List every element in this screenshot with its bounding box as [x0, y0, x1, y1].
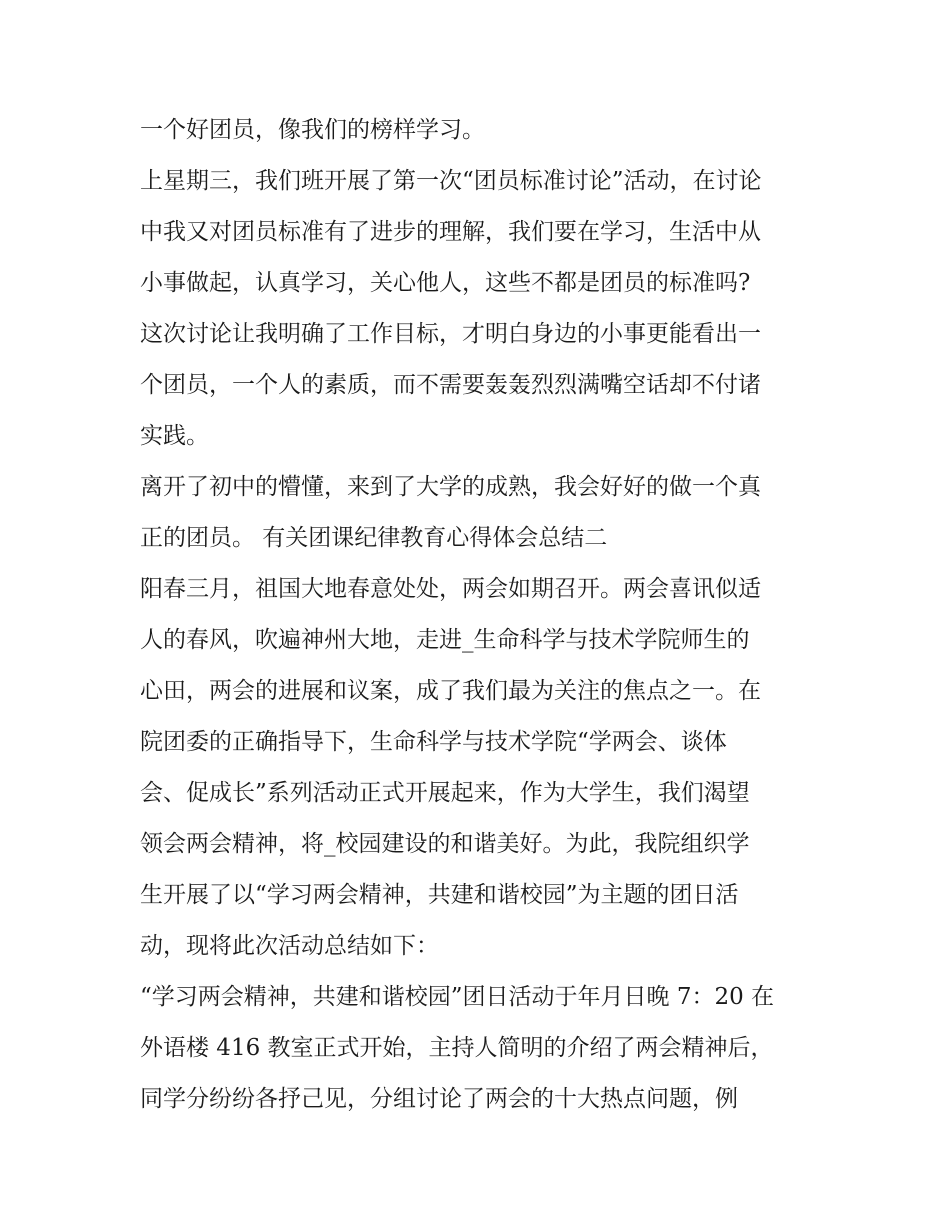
text-line: 阳春三月，祖国大地春意处处，两会如期召开。两会喜讯似适 — [140, 576, 761, 602]
text-line: 心田，两会的进展和议案，成了我们最为关注的焦点之一。在 — [140, 678, 761, 704]
text-line: 外语楼 416 教室正式开始，主持人简明的介绍了两会精神后， — [140, 1035, 774, 1061]
text-line: 一个好团员，像我们的榜样学习。 — [140, 117, 485, 143]
document-body — [140, 105, 820, 1125]
text-line: 领会两会精神，将_校园建设的和谐美好。为此，我院组织学 — [140, 831, 750, 857]
text-line: 院团委的正确指导下，生命科学与技术学院“学两会、谈体 — [140, 729, 727, 755]
text-line: 个团员，一个人的素质，而不需要轰轰烈烈满嘴空话却不付诸 — [140, 372, 761, 398]
text-line: 同学分纷纷各抒己见，分组讨论了两会的十大热点问题，例 — [140, 1086, 738, 1112]
text-line: 中我又对团员标准有了进步的理解，我们要在学习，生活中从 — [140, 219, 761, 245]
text-line: “学习两会精神，共建和谐校园”团日活动于年月日晚 7：20 在 — [140, 984, 775, 1010]
text-line: 生开展了以“学习两会精神，共建和谐校园”为主题的团日活 — [140, 882, 739, 908]
text-line: 实践。 — [140, 423, 209, 449]
text-line: 会、促成长”系列活动正式开展起来，作为大学生，我们渴望 — [140, 780, 750, 806]
text-line: 正的团员。 有关团课纪律教育心得体会总结二 — [140, 525, 608, 551]
text-line: 人的春风，吹遍神州大地，走进_生命科学与技术学院师生的 — [140, 627, 750, 653]
text-line: 小事做起，认真学习，关心他人，这些不都是团员的标准吗? — [140, 270, 751, 296]
text-line: 上星期三，我们班开展了第一次“团员标准讨论”活动，在讨论 — [140, 168, 762, 194]
text-line: 动，现将此次活动总结如下： — [140, 933, 439, 959]
text-line: 离开了初中的懵懂，来到了大学的成熟，我会好好的做一个真 — [140, 474, 761, 500]
text-line: 这次讨论让我明确了工作目标，才明白身边的小事更能看出一 — [140, 321, 761, 347]
